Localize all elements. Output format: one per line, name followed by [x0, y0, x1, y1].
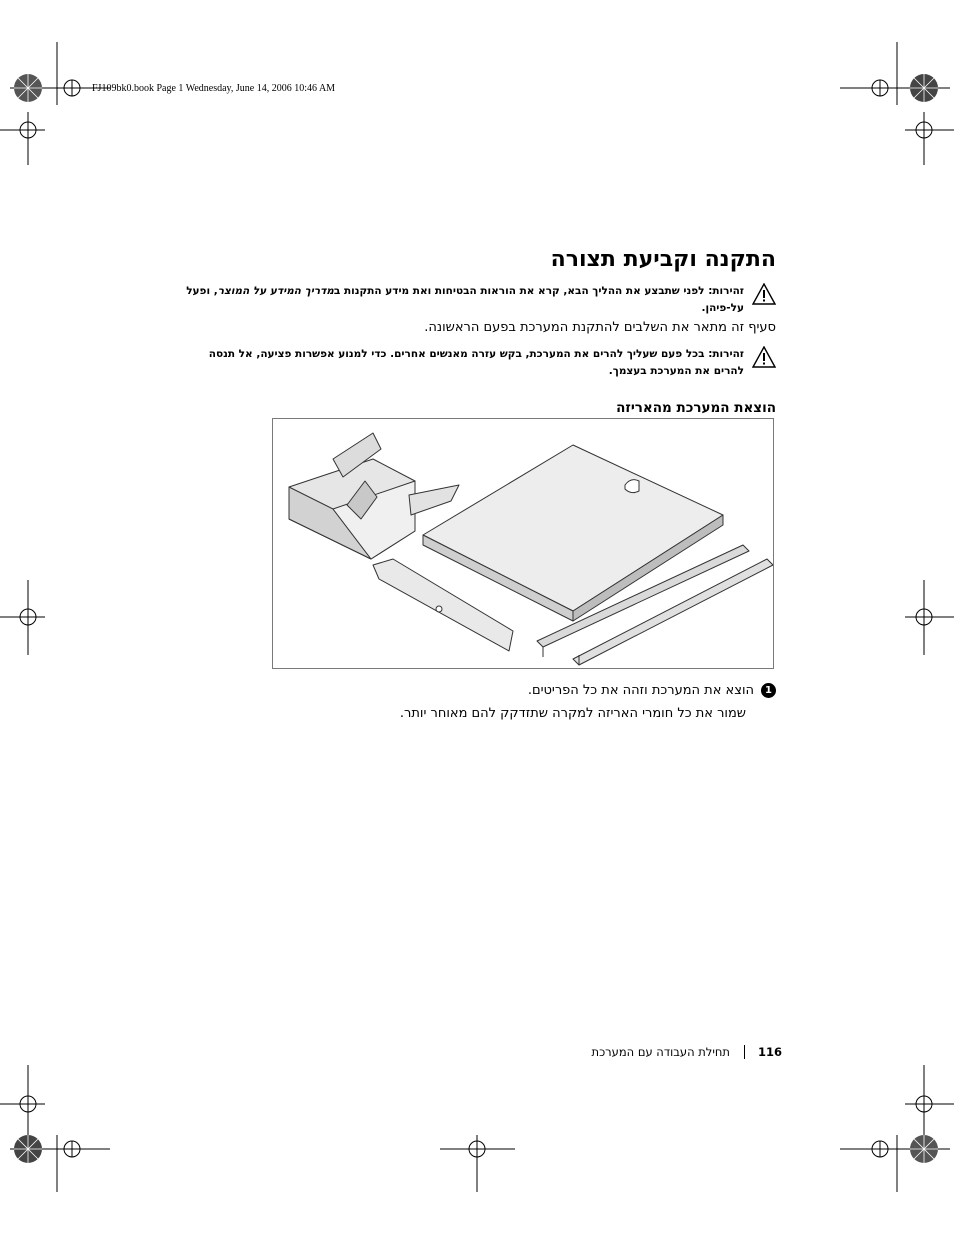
footer-divider — [744, 1045, 745, 1059]
page-number: 116 — [758, 1045, 783, 1059]
caution-note — [176, 346, 776, 380]
caution-note — [176, 283, 776, 317]
step-text: הוצא את המערכת וזהה את כל הפריטים. — [527, 683, 754, 698]
warning-triangle-icon — [752, 283, 776, 305]
print-header: FJ109bk0.book Page 1 Wednesday, June 14, 2006 10:46 AM — [92, 83, 336, 94]
server-unpacking-illustration — [273, 419, 773, 668]
intro-paragraph: סעיף זה מתאר את השלבים להתקנת המערכת בפעם הראשונה. — [424, 320, 776, 335]
caution-text: זהירות: בכל פעם שעליך להרים את המערכת, בקש עזרה מאנשים אחרים. כדי למנוע אפשרות פציעה, אל תנסה להרים את המערכת בעצמך. — [208, 348, 744, 377]
caution-text: זהירות: לפני שתבצע את ההליך הבא, קרא את הוראות הבטיחות ואת מידע התקנות במדריך המידע על המוצר, ופעל על-פיהן. — [186, 285, 744, 314]
page-title: התקנה וקביעת תצורה — [550, 247, 776, 272]
footer-section-title: תחילת העבודה עם המערכת — [591, 1045, 730, 1059]
step-number-badge: 1 — [761, 683, 776, 698]
step-item — [376, 683, 776, 698]
step-continuation: שמור את כל חומרי האריזה למקרה שתזדקק להם מאוחר יותר. — [399, 706, 746, 721]
warning-triangle-icon — [752, 346, 776, 368]
unpacking-figure — [272, 418, 774, 669]
section-heading: הוצאת המערכת מהאריזה — [616, 400, 776, 416]
